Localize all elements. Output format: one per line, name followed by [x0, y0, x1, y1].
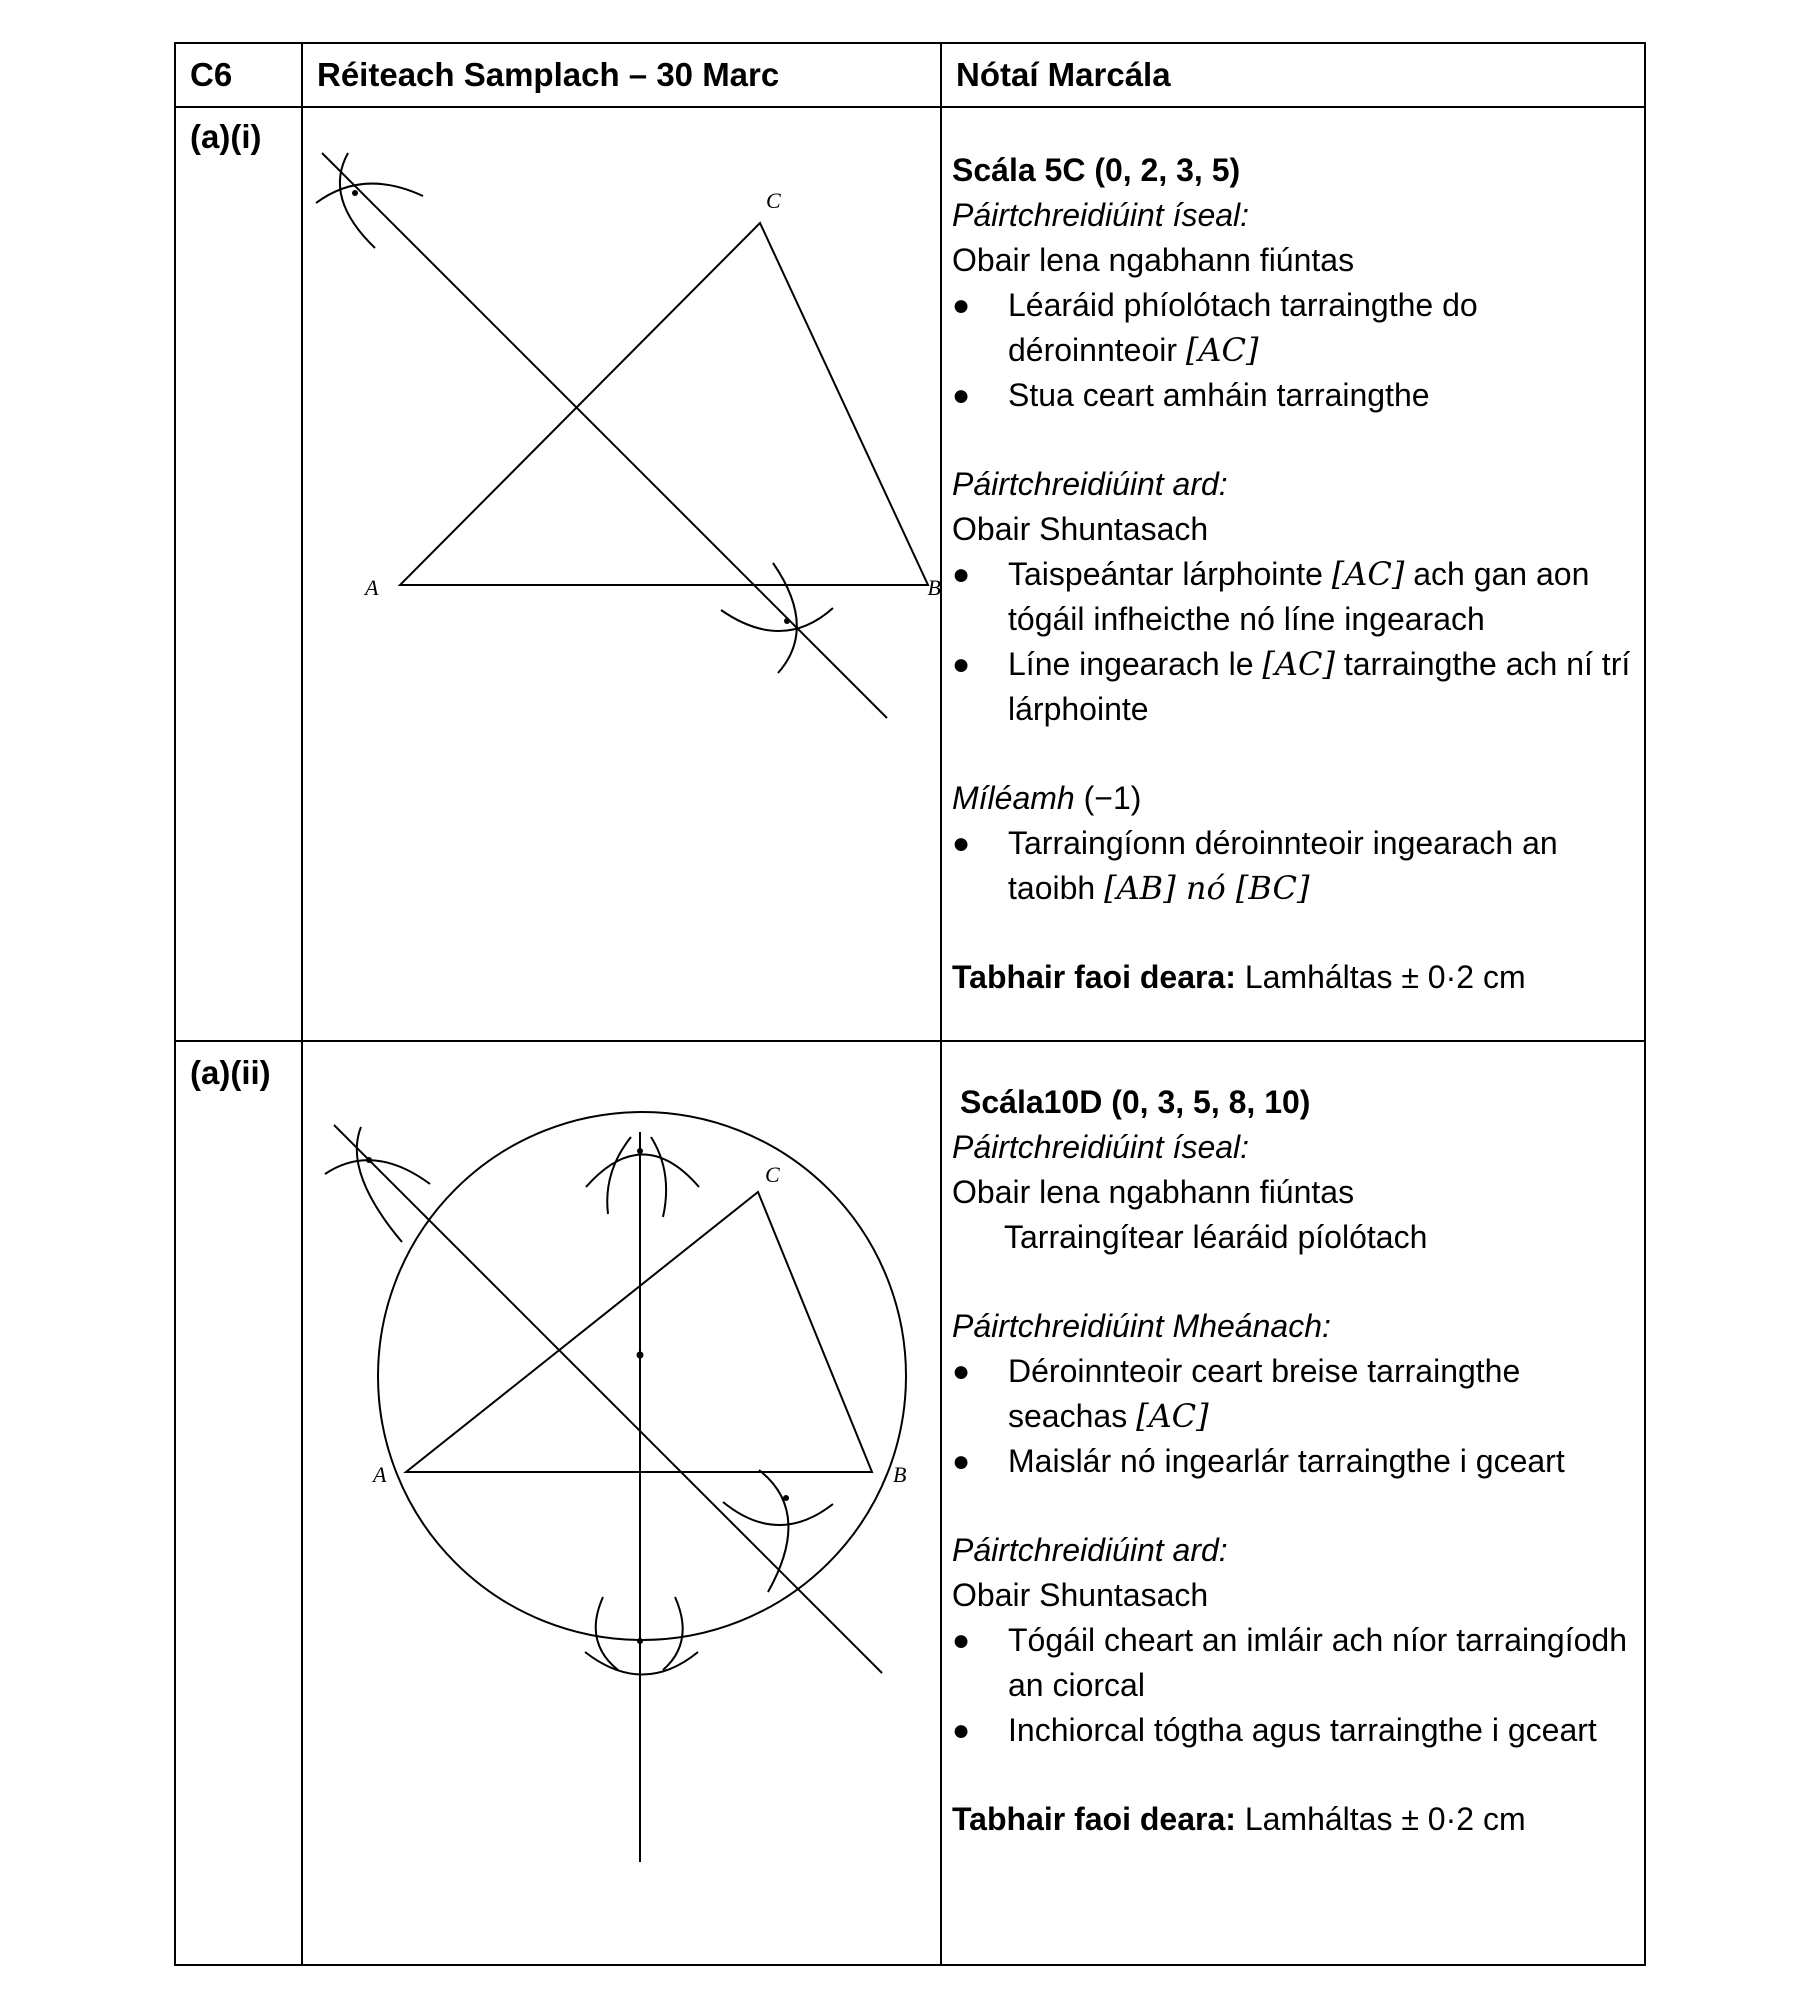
arc-intersection-point [366, 1157, 372, 1163]
circumcentre-point [637, 1352, 644, 1359]
vertex-label-b: B [893, 1462, 907, 1487]
arc-intersection-point [352, 190, 358, 196]
bullet-icon: ● [952, 289, 971, 322]
arc-mark [663, 1597, 683, 1670]
arc-intersection-point [783, 1495, 789, 1501]
arc-mark [596, 1597, 618, 1670]
arc-mark [357, 1127, 402, 1242]
scale-heading: Scála10D (0, 3, 5, 8, 10) [960, 1084, 1311, 1120]
list-item: ● Inchiorcal tógtha agus tarraingthe i gceart [952, 1708, 1634, 1753]
list-item: ● Líne ingearach le [AC] tarraingthe ach ní trí lárphointe [952, 642, 1634, 732]
arc-intersection-point [637, 1148, 643, 1154]
bullet-icon: ● [952, 1445, 971, 1478]
list-item: ● Taispeántar lárphointe [AC] ach gan aon tógáil infheicthe nó líne ingearach [952, 552, 1634, 642]
bullet-icon: ● [952, 379, 971, 412]
low-credit-heading: Páirtchreidiúint íseal: [952, 1129, 1250, 1165]
penalty-line: Míléamh (−1) [952, 780, 1142, 816]
bullet-icon: ● [952, 1624, 971, 1657]
list-item: ● Déroinnteoir ceart breise tarraingthe seachas [AC] [952, 1349, 1634, 1439]
high-credit-intro: Obair Shuntasach [952, 1577, 1209, 1613]
arc-mark [773, 563, 797, 673]
marking-scheme-table [174, 42, 1646, 1966]
circumcircle [378, 1112, 906, 1640]
list-item: ● Tógáil cheart an imláir ach níor tarraingíodh an ciorcal [952, 1618, 1634, 1708]
tolerance-note: Tabhair faoi deara: Lamháltas ± 0·2 cm [952, 959, 1526, 995]
low-credit-line: Tarraingítear léaráid píolótach [1004, 1219, 1428, 1255]
list-item: ● Stua ceart amháin tarraingthe [952, 373, 1634, 418]
low-credit-intro: Obair lena ngabhann fiúntas [952, 1174, 1355, 1210]
high-credit-heading: Páirtchreidiúint ard: [952, 1532, 1228, 1568]
arc-mark [651, 1137, 666, 1217]
bullet-icon: ● [952, 1714, 971, 1747]
bullet-icon: ● [952, 648, 971, 681]
list-item: ● Léaráid phíolótach tarraingthe do déroinnteoir [AC] [952, 283, 1634, 373]
arc-intersection-point [784, 618, 790, 624]
arc-mark [585, 1652, 698, 1675]
column-divider [940, 44, 942, 1964]
mid-credit-heading: Páirtchreidiúint Mheánach: [952, 1308, 1331, 1344]
vertex-label-a: A [365, 575, 379, 600]
arc-mark [607, 1137, 631, 1214]
arc-mark [723, 1502, 833, 1525]
part-a-ii-notes [952, 1080, 1634, 1842]
arc-mark [325, 1160, 430, 1184]
vertex-label-c: C [765, 1162, 780, 1187]
list-item: ● Tarraingíonn déroinnteoir ingearach an taoibh [AB] nó [BC] [952, 821, 1634, 911]
part-a-i-label: (a)(i) [190, 118, 262, 155]
header-question: C6 [190, 56, 233, 93]
vertex-label-c: C [766, 188, 781, 213]
low-credit-intro: Obair lena ngabhann fiúntas [952, 242, 1355, 278]
header-notes: Nótaí Marcála [956, 56, 1171, 93]
high-credit-heading: Páirtchreidiúint ard: [952, 466, 1228, 502]
triangle-abc [400, 223, 928, 585]
arc-mark [586, 1155, 699, 1188]
scale-heading: Scála 5C (0, 2, 3, 5) [952, 152, 1241, 188]
tolerance-note: Tabhair faoi deara: Lamháltas ± 0·2 cm [952, 1801, 1526, 1837]
circumcircle-construction-diagram [303, 1042, 939, 1962]
list-item: ● Maislár nó ingearlár tarraingthe i gceart [952, 1439, 1634, 1484]
perpendicular-bisector-diagram [303, 108, 939, 1038]
bullet-icon: ● [952, 558, 971, 591]
bullet-icon: ● [952, 1355, 971, 1388]
bisector-line [322, 153, 887, 718]
vertex-label-b: B [927, 575, 941, 600]
vertex-label-a: A [373, 1462, 387, 1487]
low-credit-heading: Páirtchreidiúint íseal: [952, 197, 1250, 233]
arc-intersection-point [637, 1638, 643, 1644]
header-solution: Réiteach Samplach – 30 Marc [317, 56, 780, 93]
part-a-ii-label: (a)(ii) [190, 1054, 271, 1091]
arc-mark [721, 608, 833, 631]
bullet-icon: ● [952, 827, 971, 860]
part-a-i-notes [952, 148, 1634, 1000]
high-credit-intro: Obair Shuntasach [952, 511, 1209, 547]
